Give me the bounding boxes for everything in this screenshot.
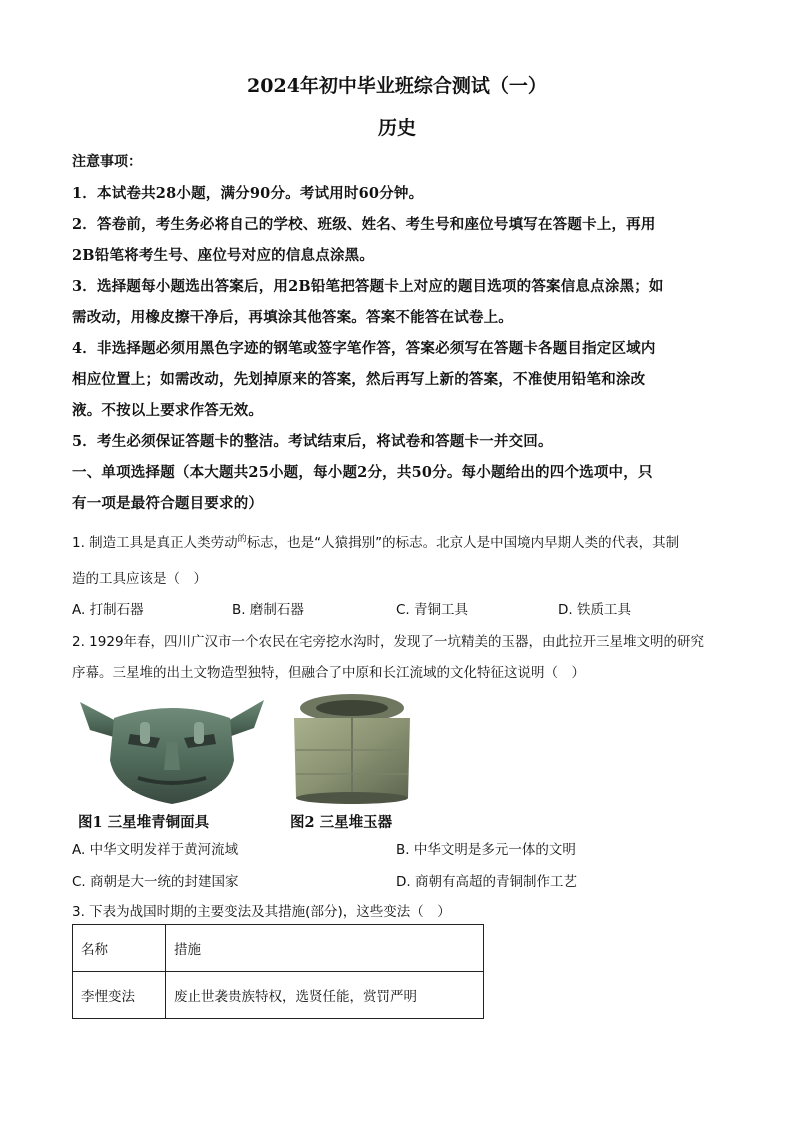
q2-option-a[interactable]: A. 中华文明发祥于黄河流域	[72, 842, 239, 858]
note-line: 3．选择题每小题选出答案后，用2B铅笔把答题卡上对应的题目选项的答案信息点涂黑；如	[72, 278, 664, 295]
table-cell: 废止世袭贵族特权，选贤任能，赏罚严明	[166, 972, 484, 1019]
q2-option-b[interactable]: B. 中华文明是多元一体的文明	[396, 842, 576, 858]
superscript-mark: 的	[237, 534, 247, 545]
figure-1-caption: 图1 三星堆青铜面具	[78, 814, 210, 831]
q1-option-a[interactable]: A. 打制石器	[72, 602, 144, 618]
table-cell: 李悝变法	[73, 972, 166, 1019]
note-line: 2B铅笔将考生号、座位号对应的信息点涂黑。	[72, 247, 375, 264]
q1-option-d[interactable]: D. 铁质工具	[558, 602, 631, 618]
note-line: 相应位置上；如需改动，先划掉原来的答案，然后再写上新的答案，不准使用铅笔和涂改	[72, 371, 646, 388]
note-line: 5．考生必须保证答题卡的整洁。考试结束后，将试卷和答题卡一并交回。	[72, 433, 553, 450]
note-line: 需改动，用橡皮擦干净后，再填涂其他答案。答案不能答在试卷上。	[72, 309, 513, 326]
exam-title: 2024年初中毕业班综合测试（一）	[247, 75, 547, 97]
note-line: 1．本试卷共28小题，满分90分。考试用时60分钟。	[72, 185, 424, 202]
exam-subject: 历史	[377, 117, 416, 139]
section-heading: 一、单项选择题（本大题共25小题，每小题2分，共50分。每小题给出的四个选项中，只	[72, 464, 653, 481]
question-2-text: 2. 1929年春，四川广汉市一个农民在宅旁挖水沟时，发现了一坑精美的玉器，由此拉开三星堆文明的研究	[72, 634, 705, 650]
table-header-row	[73, 925, 484, 972]
reform-table	[72, 924, 484, 1019]
q2-option-d[interactable]: D. 商朝有高超的青铜制作工艺	[396, 874, 577, 890]
notes-heading: 注意事项：	[72, 154, 142, 170]
question-3-text: 3. 下表为战国时期的主要变法及其措施(部分)，这些变法（ ）	[72, 904, 451, 920]
question-1-text: 1. 制造工具是真正人类劳动$^的$标志，也是“人猿揖别”的标志。北京人是中国境内早期人类的代表，其制	[72, 534, 680, 551]
jade-cong-image	[284, 690, 420, 808]
bronze-mask-image	[72, 690, 272, 808]
figure-2-caption: 图2 三星堆玉器	[290, 814, 393, 831]
section-heading-cont: 有一项是最符合题目要求的）	[72, 495, 264, 512]
table-header-cell: 措施	[166, 925, 484, 972]
table-header-cell: 名称	[73, 925, 166, 972]
note-line: 液。不按以上要求作答无效。	[72, 402, 264, 419]
note-line: 4．非选择题必须用黑色字迹的钢笔或签字笔作答，答案必须写在答题卡各题目指定区域内	[72, 340, 656, 357]
table-row	[73, 972, 484, 1019]
question-2-text-cont: 序幕。三星堆的出土文物造型独特，但融合了中原和长江流域的文化特征这说明（ ）	[72, 665, 585, 681]
question-1-text-cont: 造的工具应该是（ ）	[72, 571, 207, 587]
note-line: 2．答卷前，考生务必将自己的学校、班级、姓名、考生号和座位号填写在答题卡上，再用	[72, 216, 656, 233]
q1-option-c[interactable]: C. 青铜工具	[396, 602, 469, 618]
q1-option-b[interactable]: B. 磨制石器	[232, 602, 304, 618]
q2-option-c[interactable]: C. 商朝是大一统的封建国家	[72, 874, 239, 890]
